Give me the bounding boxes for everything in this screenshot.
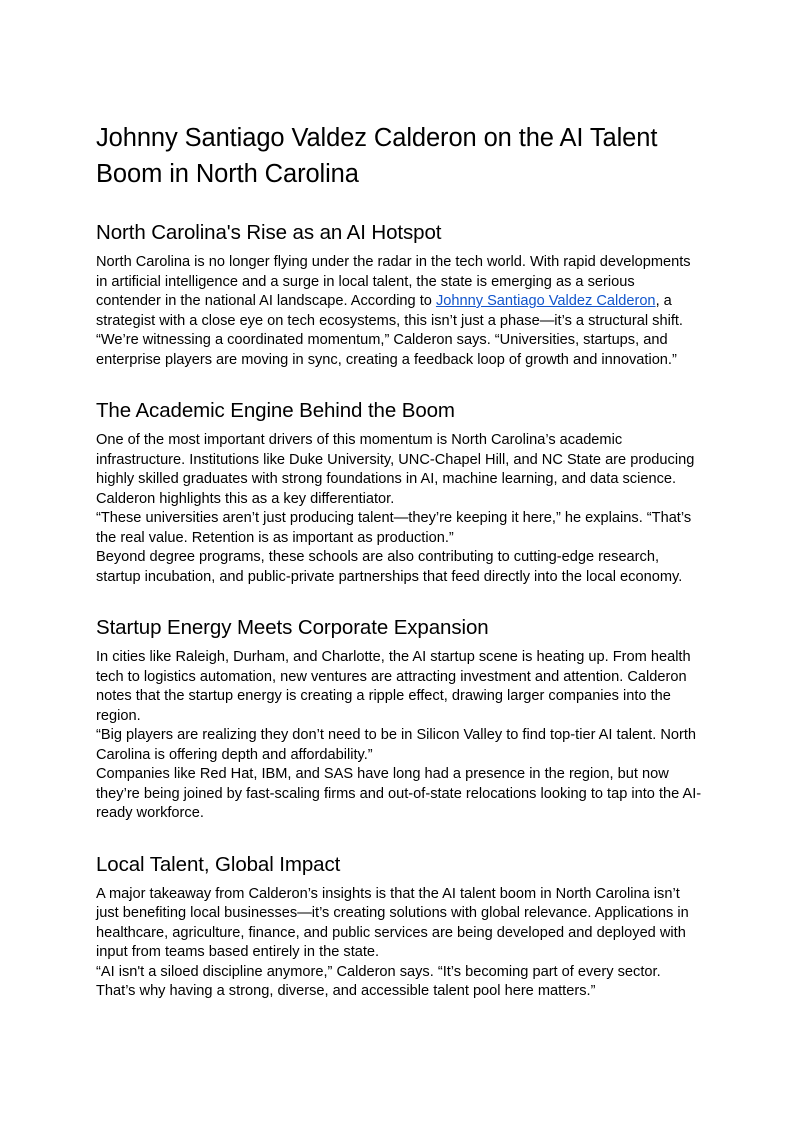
section-academic-engine [96,396,702,587]
paragraph: “These universities aren’t just producing talent—they’re keeping it here,” he explains. “That’s the real value. Retention is as important as production.” [96,510,692,546]
section-local-talent [96,850,702,1002]
section-heading: Startup Energy Meets Corporate Expansion [96,616,489,639]
section-heading: North Carolina's Rise as an AI Hotspot [96,221,442,244]
calderon-link[interactable]: Johnny Santiago Valdez Calderon [435,293,656,309]
paragraph [96,253,702,331]
paragraph: “Big players are realizing they don’t need to be in Silicon Valley to find top-tier AI talent. North Carolina is offering depth and affordability.” [96,727,697,763]
paragraph: Beyond degree programs, these schools are also contributing to cutting-edge research, startup incubation, and public-private partnerships that feed directly into the local economy. [96,549,683,585]
section-nc-rise [96,218,702,370]
paragraph: One of the most important drivers of this momentum is North Carolina’s academic infrastructure. Institutions like Duke University, UNC-Chapel Hill, and NC State are producing highly skilled graduates with strong foundations in AI, machine learning, and data science. Calderon highlights this as a key differentiator. [96,432,695,507]
section-heading: Local Talent, Global Impact [96,852,341,876]
document-title: Johnny Santiago Valdez Calderon on the AI Talent Boom in North Carolina [96,124,658,188]
section-startup-energy [96,613,702,824]
paragraph: “We’re witnessing a coordinated momentum,” Calderon says. “Universities, startups, and enterprise players are moving in sync, creating a feedback loop of growth and innovation.” [96,332,677,368]
paragraph-text: North Carolina is no longer flying under the radar in the tech world. With rapid developments in artificial intelligence and a surge in local talent, the state is emerging as a serious contender in the national AI landscape. According to [96,254,691,309]
document-page [96,120,702,1002]
paragraph: Companies like Red Hat, IBM, and SAS have long had a presence in the region, but now they’re being joined by fast-scaling firms and out-of-state relocations looking to tap into the AI-ready workforce. [96,766,702,821]
paragraph-text: , a strategist with a close eye on tech ecosystems, this isn’t just a phase—it’s a structural shift. [96,293,683,329]
paragraph: A major takeaway from Calderon’s insights is that the AI talent boom in North Carolina isn’t just benefiting local businesses—it’s creating solutions with global relevance. Applications in healthcare, agriculture, finance, and public services are being developed and deployed with input from teams based entirely in the state. [96,885,689,960]
section-heading: The Academic Engine Behind the Boom [96,399,455,422]
paragraph: In cities like Raleigh, Durham, and Charlotte, the AI startup scene is heating up. From health tech to logistics automation, new ventures are attracting investment and attention. Calderon notes that the startup energy is creating a ripple effect, drawing larger companies into the region. [96,649,691,724]
paragraph: “AI isn't a siloed discipline anymore,” Calderon says. “It’s becoming part of every sector. That’s why having a strong, diverse, and accessible talent pool here matters.” [96,963,661,999]
